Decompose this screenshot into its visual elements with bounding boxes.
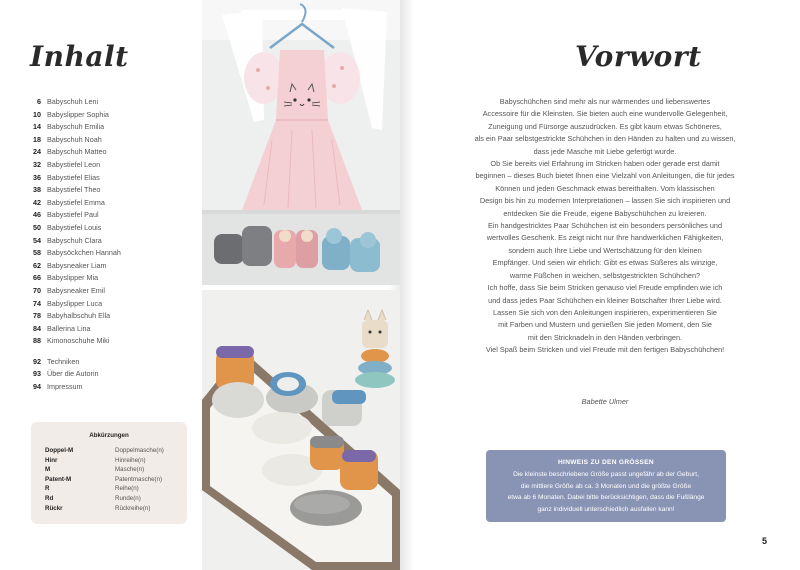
toc-entry	[28, 121, 198, 134]
toc-spacer	[28, 348, 198, 356]
toc-entry-label: Kimonoschuhe Miki	[47, 336, 110, 346]
abbreviation-meaning: Rückreihe(n)	[115, 504, 151, 512]
toc-main-list	[28, 96, 198, 348]
toc-entry	[28, 381, 198, 394]
toc-entry	[28, 310, 198, 323]
toc-page-number: 93	[33, 369, 41, 379]
size-hint-line: die mittlere Größe ab ca. 3 Monaten und die größte Größe	[520, 482, 692, 490]
right-page	[400, 0, 800, 570]
abbreviations-title: Abkürzungen	[89, 432, 129, 439]
foreword-line: beginnen – dieses Buch bietet Ihnen eine Vielzahl von Anleitungen, die für jedes	[475, 171, 735, 181]
toc-entry-label: Babystiefel Elias	[47, 172, 100, 182]
toc-entry	[28, 260, 198, 273]
gutter-shadow-right	[400, 0, 414, 570]
toc-entry	[28, 323, 198, 336]
foreword-line: und dass jedes Paar Schühchen ein kleiner Botschafter Ihrer Liebe wird.	[488, 295, 722, 305]
foreword-line: Accessoire für die Kleinsten. Sie bieten auch eine wundervolle Gelegenheit,	[482, 109, 728, 119]
toc-entry	[28, 209, 198, 222]
abbreviations-box	[31, 422, 187, 524]
toc-entry	[28, 235, 198, 248]
toc-entry-label: Babystiefel Theo	[47, 185, 101, 195]
abbreviation-meaning: Runde(n)	[115, 494, 141, 502]
toc-entry-label: Babysneaker Liam	[47, 260, 107, 270]
toc-entry-label: Babyslipper Mia	[47, 273, 99, 283]
toc-entry	[28, 285, 198, 298]
toc-entry	[28, 146, 198, 159]
toc-page-number: 54	[33, 235, 41, 245]
toc-page-number: 58	[33, 248, 41, 258]
toc-page-number: 14	[33, 122, 41, 132]
toc-entry	[28, 197, 198, 210]
foreword-line: mit Farben und Mustern und genießen Sie jeden Moment, den Sie	[498, 320, 712, 330]
foreword-text	[440, 96, 770, 357]
toc-entry-label: Babyschuh Emilia	[47, 122, 105, 132]
abbreviation-meaning: Doppelmasche(n)	[115, 447, 164, 454]
tray-illustration	[202, 290, 400, 570]
toc-page-number: 10	[33, 109, 41, 119]
abbreviation-key: Rd	[45, 494, 54, 502]
toc-page-number: 66	[33, 273, 41, 283]
toc-page-number: 36	[33, 172, 41, 182]
toc-page-number: 24	[33, 147, 41, 157]
toc-page-number: 6	[37, 97, 41, 106]
abbreviation-meaning: Reihe(n)	[115, 485, 139, 493]
toc-entry-label: Babyslipper Luca	[47, 298, 103, 308]
abbreviation-row	[31, 504, 187, 514]
toc-entry-label: Babysöckchen Hannah	[47, 248, 121, 258]
toc-entry	[28, 222, 198, 235]
toc-entry	[28, 356, 198, 369]
toc-page-number: 84	[33, 323, 41, 333]
abbreviation-row	[31, 446, 187, 456]
foreword-line: sondern auch Ihre Liebe und Wertschätzung für den kleinen	[508, 245, 702, 255]
abbreviation-row	[31, 494, 187, 504]
toc-page-number: 18	[33, 134, 41, 144]
author-signature: Babette Ulmer	[581, 397, 629, 406]
toc-entry	[28, 172, 198, 185]
foreword-line: Zuneigung und Fürsorge auszudrücken. Es gibt kaum etwas Schöneres,	[488, 121, 722, 131]
toc-entry-label: Babyschuh Leni	[47, 97, 99, 106]
abbreviation-key: M	[45, 466, 51, 474]
toc-entry-label: Babyschuh Noah	[47, 134, 102, 144]
toc-entry-label: Über die Autorin	[47, 369, 99, 379]
foreword-line: Ob Sie bereits viel Erfahrung im Stricken haben oder gerade erst damit	[490, 159, 720, 169]
dress-illustration	[202, 0, 400, 285]
toc-entry-label: Babystiefel Paul	[47, 210, 99, 220]
foreword-line: mit den Stricknadeln in den Händen verbringen.	[527, 332, 683, 342]
abbreviation-meaning: Hinreihe(n)	[115, 456, 146, 464]
size-hint-title: HINWEIS ZU DEN GRÖSSEN	[558, 459, 654, 466]
abbreviation-key: Doppel-M	[45, 447, 74, 454]
toc-entry	[28, 184, 198, 197]
toc-entry	[28, 109, 198, 122]
page-number: 5	[762, 536, 768, 546]
foreword-line: Design bis hin zu modernen Interpretationen – lassen Sie sich inspirieren und	[479, 196, 731, 206]
toc-page-number: 62	[33, 260, 41, 270]
foreword-line: Können und jeden Geschmack etwas bereithalten. Vom klassischen	[495, 183, 715, 193]
foreword-line: entdecken Sie die Freude, eigene Babyschühchen zu kreieren.	[503, 208, 707, 218]
toc-page-number: 78	[33, 311, 41, 321]
toc-page-number: 74	[33, 298, 41, 308]
toc-entry-label: Babystiefel Leon	[47, 159, 101, 169]
foreword-title: Vorwort	[575, 40, 702, 73]
abbreviation-key: Patent-M	[45, 475, 72, 483]
abbreviation-key: Hinr	[45, 456, 58, 464]
size-hint-box	[486, 450, 726, 522]
foreword-line: Ich hoffe, dass Sie beim Stricken genauso viel Freude empfinden wie ich	[487, 283, 723, 293]
toc-entry-label: Techniken	[47, 356, 80, 366]
abbreviation-row	[31, 475, 187, 485]
abbreviation-row	[31, 465, 187, 475]
size-hint-line: Die kleinste beschriebene Größe passt ungefähr ab der Geburt,	[513, 470, 699, 478]
photo-booties-tray	[202, 290, 400, 570]
table-of-contents	[28, 96, 198, 394]
size-hint-line: etwa ab 6 Monaten. Dabei bitte berücksichtigen, dass die Fußlänge	[507, 494, 705, 502]
toc-entry	[28, 335, 198, 348]
toc-entry-label: Babyhalbschuh Ella	[47, 311, 111, 321]
toc-entry	[28, 134, 198, 147]
foreword-line: Viel Spaß beim Stricken und viel Freude mit den fertigen Babyschühchen!	[485, 345, 725, 355]
toc-page-number: 46	[33, 210, 41, 220]
toc-entry-label: Babystiefel Emma	[47, 197, 105, 207]
foreword-line: dass jede Masche mit Liebe gefertigt wurde.	[533, 146, 677, 156]
toc-entry-label: Babyschuh Matteo	[47, 147, 107, 157]
foreword-line: Babyschühchen sind mehr als nur wärmendes und liebenswertes	[499, 97, 711, 106]
toc-entry	[28, 159, 198, 172]
size-hint-text	[486, 469, 726, 516]
abbreviation-row	[31, 484, 187, 494]
toc-entry	[28, 368, 198, 381]
photo-dress-booties	[202, 0, 400, 285]
toc-page-number: 32	[33, 159, 41, 169]
foreword-line: wertvolles Geschenk. Es zeigt nicht nur Ihre handwerklichen Fähigkeiten,	[486, 233, 724, 243]
toc-page-number: 38	[33, 185, 41, 195]
foreword-line: als ein Paar selbstgestrickte Schühchen in den Händen zu halten und zu wissen,	[474, 134, 736, 144]
toc-page-number: 88	[33, 336, 41, 346]
abbreviation-row	[31, 456, 187, 466]
toc-entry	[28, 298, 198, 311]
toc-entry-label: Babyschuh Clara	[47, 235, 102, 245]
toc-entry	[28, 96, 198, 109]
abbreviation-key: Rückr	[45, 504, 63, 512]
abbreviation-meaning: Patentmasche(n)	[115, 475, 163, 483]
size-hint-line: ganz individuell unterschiedlich ausfallen kann!	[537, 506, 675, 514]
toc-page-number: 94	[33, 382, 41, 392]
toc-title: Inhalt	[30, 40, 129, 73]
foreword-line: Ein handgestricktes Paar Schühchen ist ein besonders persönliches und	[487, 221, 723, 231]
toc-extra-list	[28, 356, 198, 394]
toc-entry-label: Ballerina Lina	[47, 323, 91, 333]
toc-page-number: 92	[33, 356, 41, 366]
toc-page-number: 42	[33, 197, 41, 207]
toc-entry-label: Impressum	[47, 382, 83, 392]
toc-entry	[28, 247, 198, 260]
abbreviation-meaning: Masche(n)	[115, 466, 145, 474]
foreword-line: warme Füßchen in weichen, selbstgestrickten Schühchen?	[509, 270, 701, 280]
toc-entry-label: Babysneaker Emil	[47, 285, 105, 295]
abbreviations-list	[31, 446, 187, 513]
toc-page-number: 50	[33, 222, 41, 232]
toc-entry-label: Babyslipper Sophia	[47, 109, 109, 119]
toc-page-number: 70	[33, 285, 41, 295]
abbreviation-key: R	[45, 485, 50, 493]
foreword-line: Lassen Sie sich von den Anleitungen inspirieren, experimentieren Sie	[493, 307, 717, 317]
foreword-line: Empfänger. Und seien wir ehrlich: Gibt es etwas Süßeres als winzige,	[492, 258, 718, 268]
toc-entry	[28, 272, 198, 285]
toc-entry-label: Babystiefel Louis	[47, 222, 102, 232]
